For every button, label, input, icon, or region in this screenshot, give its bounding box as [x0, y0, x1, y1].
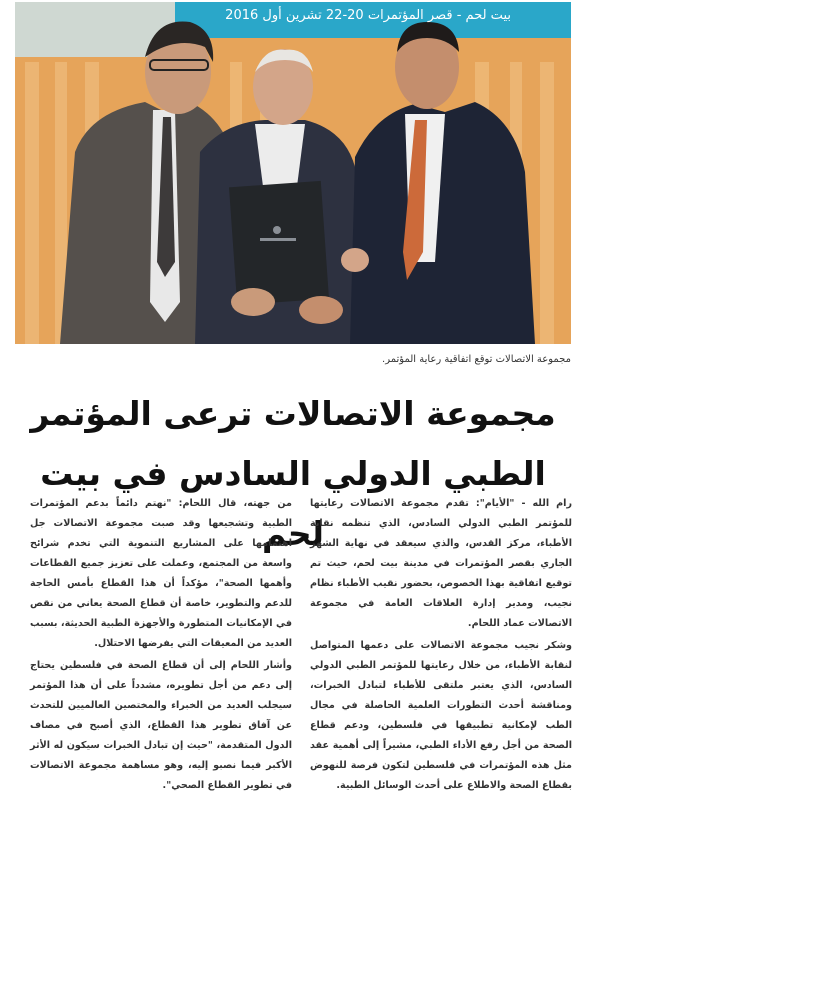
photo-illustration [15, 2, 571, 344]
photo-banner-text: بيت لحم - قصر المؤتمرات 20-22 تشرين أول 2016 [225, 8, 511, 23]
paragraph: وشكر نجيب مجموعة الاتصالات على دعمها المتواصل لنقابة الأطباء، من خلال رعايتها للمؤتمر الطبي الدولي السادس، الذي يعتبر ملتقى للأطباء لتبادل الخبرات، ومناقشة أحدث التطورات العلمية الحاصلة في مجال الطب لإمكانية تطبيقها في فلسطين، ودعم قطاع الصحة من أجل رفع الأداء الطبي، مشيراً إلى أهمية عقد مثل هذه المؤتمرات في فلسطين لتكون فرصة للنهوض بقطاع الصحة والاطلاع على أحدث الوسائل الطبية. [310, 640, 572, 791]
photo-caption: مجموعة الاتصالات توقع اتفاقية رعاية المؤتمر. [382, 354, 571, 365]
article-column-left [30, 494, 292, 796]
paragraph: من جهته، قال اللحام: "نهتم دائماً بدعم المؤتمرات الطبية وتشجيعها وقد صبت مجموعة الاتصالات جل اهتمامها على المشاريع التنموية التي تخدم شرائح واسعة من المجتمع، وعملت على تعزيز جميع القطاعات وأهمها الصحة"، مؤكداً أن هذا القطاع بأمس الحاجة للدعم والتطوير، خاصة أن قطاع الصحة يعاني من نقص في الإمكانيات المتطورة والأجهزة الطبية الحديثة، بسبب العديد من المعيقات التي يفرضها الاحتلال. [30, 498, 292, 649]
headline-line-1: مجموعة الاتصالات ترعى المؤتمر [30, 394, 556, 433]
headline-line-2: الطبي الدولي السادس في بيت لحم [40, 454, 546, 553]
paragraph: وأشار اللحام إلى أن قطاع الصحة في فلسطين يحتاج إلى دعم من أجل تطويره، مشدداً على أن هذا المؤتمر سيجلب العديد من الخبراء والمختصين العالميين للتحدث عن آفاق تطوير هذا القطاع، الذي أصبح في مصاف الدول المتقدمة، "حيث إن تبادل الخبرات سيكون له الأثر الأكبر فيما نصبو إليه، وهو مساهمة مجموعة الاتصالات في تطوير القطاع الصحي". [30, 660, 292, 791]
paragraph: رام الله - "الأيام": تقدم مجموعة الاتصالات رعايتها للمؤتمر الطبي الدولي السادس، الذي تنظمه نقابة الأطباء، مركز القدس، والذي سيعقد في نهاية الشهر الجاري بقصر المؤتمرات في مدينة بيت لحم، حيث تم توقيع اتفاقية بهذا الخصوص، بحضور نقيب الأطباء نظام نجيب، ومدير إدارة العلاقات العامة في مجموعة الاتصالات عماد اللحام. [310, 498, 572, 629]
article-photo [15, 2, 571, 344]
article-column-right [310, 494, 572, 796]
